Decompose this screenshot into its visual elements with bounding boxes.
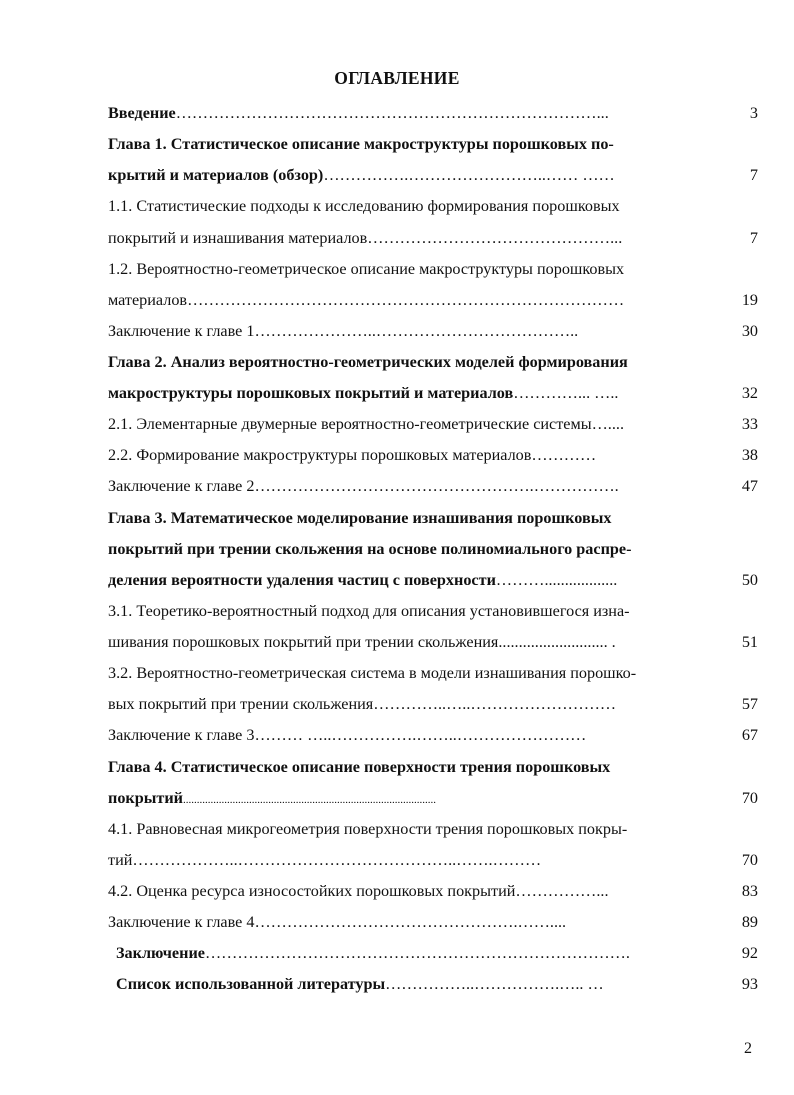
- toc-entry-4-1[interactable]: 4.1. Равновесная микрогеометрия поверхности трения порошковых покры-: [108, 820, 628, 838]
- toc-page: 89: [741, 913, 758, 931]
- toc-page: 93: [741, 975, 758, 993]
- toc-entry-chapter-4-cont[interactable]: покрытий............................................................................................: [108, 789, 436, 807]
- toc-page: 51: [741, 633, 758, 651]
- toc-entry-2-1[interactable]: 2.1. Элементарные двумерные вероятностно-геометрические системы…....: [108, 415, 624, 433]
- toc-entry-chapter-1[interactable]: Глава 1. Статистическое описание макроструктуры порошковых по-: [108, 135, 614, 153]
- toc-entry-conclusion-4[interactable]: Заключение к главе 4………………………………………….……....: [108, 913, 567, 931]
- toc-entry-intro[interactable]: Введение……………………………………………………………………...: [108, 104, 609, 122]
- toc-entry-3-1[interactable]: 3.1. Теоретико-вероятностный подход для описания установившегося изна-: [108, 602, 630, 620]
- toc-entry-conclusion[interactable]: Заключение…………………………………………………………………….: [116, 944, 630, 962]
- page-title: ОГЛАВЛЕНИЕ: [334, 68, 460, 88]
- toc-page: 38: [741, 446, 758, 464]
- toc-entry-conclusion-3[interactable]: Заключение к главе 3……… …..…………….……..……………………: [108, 726, 587, 744]
- toc-entry-3-1-cont[interactable]: шивания порошковых покрытий при трении скольжения........................... .: [108, 633, 616, 651]
- toc-page: 92: [741, 944, 758, 962]
- toc-entry-chapter-3-cont[interactable]: покрытий при трении скольжения на основе полиномиального распре-: [108, 540, 632, 558]
- page-number: 2: [744, 1040, 752, 1057]
- toc-entry-conclusion-2[interactable]: Заключение к главе 2…………………………………………….…………….: [108, 477, 619, 495]
- toc-entry-1-2-cont[interactable]: материалов………………………………………………………………………: [108, 291, 625, 309]
- toc-page: 30: [741, 322, 758, 340]
- toc-entry-1-1-cont[interactable]: покрытий и изнашивания материалов………………………………………...: [108, 229, 623, 247]
- toc-entry-4-2[interactable]: 4.2. Оценка ресурса износостойких порошковых покрытий……………...: [108, 882, 609, 900]
- toc-entry-references[interactable]: Список использованной литературы……………..…………….….. …: [116, 975, 604, 993]
- toc-page: 50: [741, 571, 758, 589]
- toc-page: 33: [741, 415, 758, 433]
- toc-page: 3: [749, 104, 758, 122]
- toc-entry-2-2[interactable]: 2.2. Формирование макроструктуры порошковых материалов…………: [108, 446, 597, 464]
- toc-entry-1-2[interactable]: 1.2. Вероятностно-геометрическое описание макроструктуры порошковых: [108, 260, 625, 278]
- toc-entry-conclusion-1[interactable]: Заключение к главе 1…………………..………………………………..: [108, 322, 579, 340]
- toc-entry-3-2[interactable]: 3.2. Вероятностно-геометрическая система в модели изнашивания порошко-: [108, 664, 637, 682]
- toc-entry-1-1[interactable]: 1.1. Статистические подходы к исследованию формирования порошковых: [108, 197, 620, 215]
- toc-page: 7: [749, 166, 758, 184]
- toc-entry-chapter-3[interactable]: Глава 3. Математическое моделирование изнашивания порошковых: [108, 509, 612, 527]
- toc-page: 47: [741, 477, 758, 495]
- toc-entry-chapter-2[interactable]: Глава 2. Анализ вероятностно-геометрических моделей формирования: [108, 353, 628, 371]
- toc-page: 32: [741, 384, 758, 402]
- toc-entry-chapter-2-cont[interactable]: макроструктуры порошковых покрытий и материалов…………... …..: [108, 384, 619, 402]
- toc-page: 7: [749, 229, 758, 247]
- toc-page: 67: [741, 726, 758, 744]
- toc-entry-chapter-1-cont[interactable]: крытий и материалов (обзор)…………….……………………..…… ……: [108, 166, 615, 184]
- toc-entry-chapter-4[interactable]: Глава 4. Статистическое описание поверхности трения порошковых: [108, 758, 611, 776]
- toc-page: 70: [741, 789, 758, 807]
- toc-entry-4-1-cont[interactable]: тий………………..…………………………………..…….………: [108, 851, 542, 869]
- toc-entry-3-2-cont[interactable]: вых покрытий при трении скольжения…………..…..………………………: [108, 695, 617, 713]
- toc-entry-chapter-3-cont2[interactable]: деления вероятности удаления частиц с поверхности………..................: [108, 571, 618, 589]
- toc-page: 57: [741, 695, 758, 713]
- toc-page: 83: [741, 882, 758, 900]
- toc-page: 70: [741, 851, 758, 869]
- toc-page: 19: [741, 291, 758, 309]
